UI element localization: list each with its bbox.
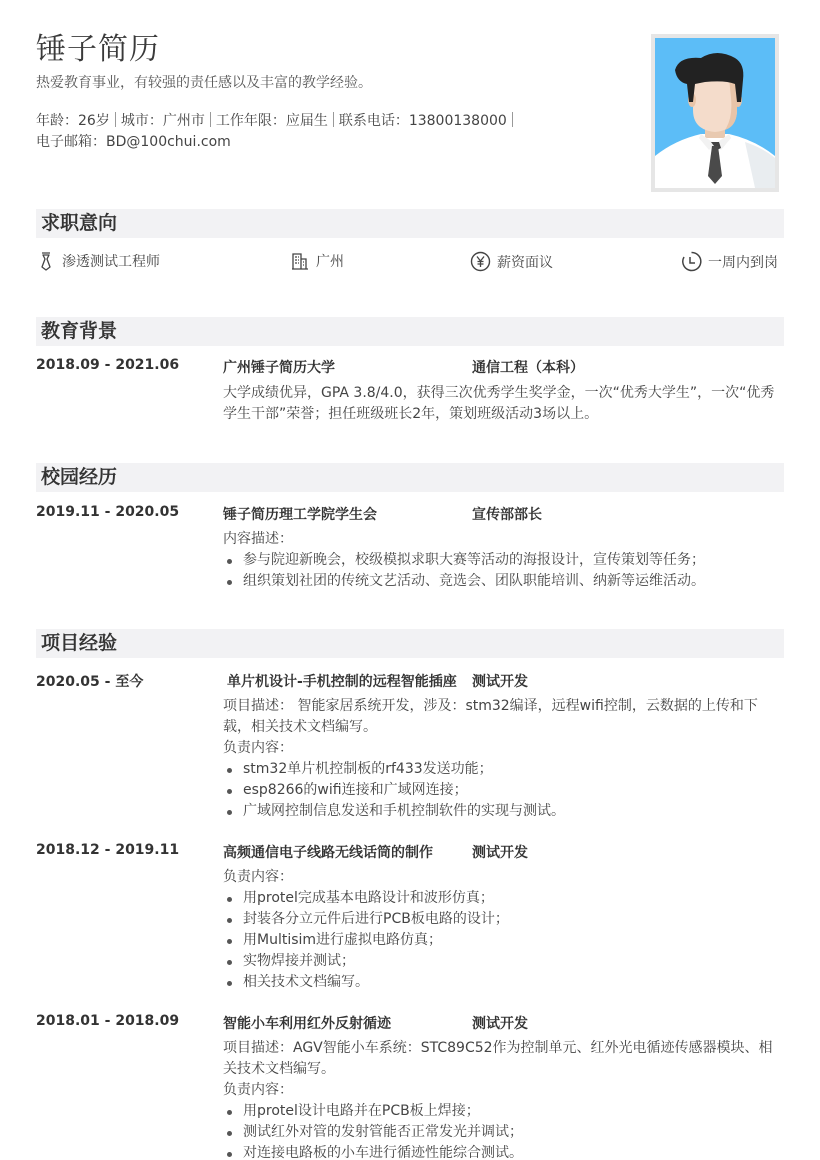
project-3-name: 智能小车利用红外反射循迹 xyxy=(223,1016,391,1032)
list-item: 广域网控制信息发送和手机控制软件的实现与测试。 xyxy=(223,801,783,822)
project-2-name: 高频通信电子线路无线话筒的制作 xyxy=(223,845,433,861)
campus-org: 锤子简历理工学院学生会 xyxy=(223,507,377,523)
info-city: 城市：广州市 xyxy=(120,113,205,129)
campus-label: 内容描述： xyxy=(223,531,293,547)
section-title-campus: 校园经历 xyxy=(36,463,784,492)
intent-city xyxy=(290,251,344,271)
list-item: 用protel设计电路并在PCB板上焊接； xyxy=(223,1101,783,1122)
project-2-label: 负责内容： xyxy=(223,869,293,885)
info-age: 年龄：26岁 xyxy=(36,113,110,129)
section-title-projects: 项目经验 xyxy=(36,629,784,658)
intent-availability xyxy=(681,251,778,272)
project-3-bullets xyxy=(223,1101,783,1160)
info-phone: 联系电话：13800138000 xyxy=(338,113,507,129)
project-1-name: 单片机设计-手机控制的远程智能插座 xyxy=(227,674,457,690)
intent-city-label: 广州 xyxy=(316,254,344,270)
list-item: 实物焊接并测试； xyxy=(223,951,783,972)
list-item: 对连接电路板的小车进行循迹性能综合测试。 xyxy=(223,1143,783,1160)
list-item: 封装各分立元件后进行PCB板电路的设计； xyxy=(223,909,783,930)
personal-info xyxy=(36,111,636,153)
project-3-date: 2018.01 - 2018.09 xyxy=(36,1013,180,1029)
intent-availability-label: 一周内到岗 xyxy=(708,254,778,271)
section-title-education: 教育背景 xyxy=(36,317,784,346)
list-item: 参与院迎新晚会，校级模拟求职大赛等活动的海报设计，宣传策划等任务； xyxy=(223,550,783,571)
section-title-intent: 求职意向 xyxy=(36,209,784,238)
project-1-date: 2020.05 - 至今 xyxy=(36,674,144,690)
list-item: 用protel完成基本电路设计和波形仿真； xyxy=(223,888,783,909)
project-3-role: 测试开发 xyxy=(472,1016,528,1032)
project-1-desc-text: 项目描述： 智能家居系统开发，涉及：stm32编译，远程wifi控制，云数据的上传和下载，相关技术文档编写。 xyxy=(223,698,758,735)
project-1-label: 负责内容： xyxy=(223,740,293,756)
list-item: 组织策划社团的传统文艺活动、竞选会、团队职能培训、纳新等运维活动。 xyxy=(223,571,783,592)
list-item: 相关技术文档编写。 xyxy=(223,972,783,993)
project-3-desc-text: 项目描述：AGV智能小车系统：STC89C52作为控制单元、红外光电循迹传感器模块、相关技术文档编写。 xyxy=(223,1040,773,1077)
project-1-bullets xyxy=(223,759,783,822)
info-experience: 工作年限：应届生 xyxy=(215,113,328,129)
list-item: stm32单片机控制板的rf433发送功能； xyxy=(223,759,783,780)
campus-date: 2019.11 - 2020.05 xyxy=(36,504,180,520)
divider xyxy=(115,112,116,127)
list-item: esp8266的wifi连接和广域网连接； xyxy=(223,780,783,801)
education-description xyxy=(223,383,783,425)
divider xyxy=(512,112,513,127)
education-date: 2018.09 - 2021.06 xyxy=(36,357,180,373)
project-1-role: 测试开发 xyxy=(472,674,528,690)
project-2-bullets xyxy=(223,888,783,993)
building-icon xyxy=(290,251,310,271)
resume-name: 锤子简历 xyxy=(36,32,160,67)
campus-bullets xyxy=(223,550,783,592)
intent-position xyxy=(36,251,160,271)
divider xyxy=(333,112,334,127)
resume-header xyxy=(36,30,636,153)
yen-icon xyxy=(470,251,491,272)
campus-description xyxy=(223,529,783,592)
project-2-role: 测试开发 xyxy=(472,845,528,861)
project-2-date: 2018.12 - 2019.11 xyxy=(36,842,180,858)
avatar-illustration-icon xyxy=(655,38,775,188)
education-desc-text: 大学成绩优异，GPA 3.8/4.0，获得三次优秀学生奖学金，一次“优秀大学生”，一次“优秀学生干部”荣誉；担任班级班长2年，策划班级活动3场以上。 xyxy=(223,385,775,422)
project-2-description xyxy=(223,867,783,993)
avatar-photo xyxy=(651,34,779,192)
list-item: 测试红外对管的发射管能否正常发光并调试； xyxy=(223,1122,783,1143)
project-3-label: 负责内容： xyxy=(223,1082,293,1098)
campus-role: 宣传部部长 xyxy=(472,507,542,523)
intent-salary xyxy=(470,251,553,272)
resume-motto: 热爱教育事业，有较强的责任感以及丰富的教学经验。 xyxy=(36,75,372,91)
divider xyxy=(210,112,211,127)
project-1-description xyxy=(223,696,783,822)
list-item: 用Multisim进行虚拟电路仿真； xyxy=(223,930,783,951)
education-school: 广州锤子简历大学 xyxy=(223,360,335,376)
project-3-description xyxy=(223,1038,783,1160)
intent-position-label: 渗透测试工程师 xyxy=(62,254,160,270)
clock-icon xyxy=(681,251,702,272)
education-major: 通信工程（本科） xyxy=(472,360,584,376)
info-email: 电子邮箱：BD@100chui.com xyxy=(36,134,231,150)
tie-icon xyxy=(36,251,56,271)
job-intent-row xyxy=(36,251,784,275)
intent-salary-label: 薪资面议 xyxy=(497,254,553,271)
